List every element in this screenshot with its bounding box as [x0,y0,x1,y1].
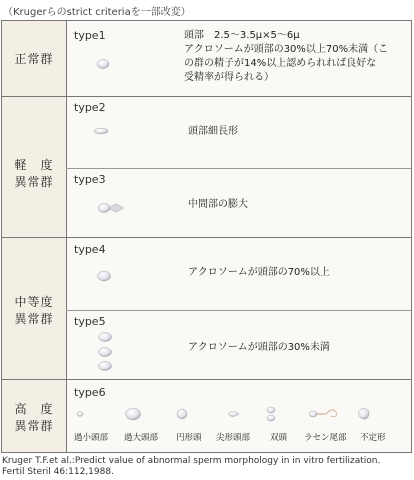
type5-label: type5 [74,315,106,328]
sperm-tapered-head-icon [228,412,260,417]
abnormality-label: 尖形頭部 [216,433,251,443]
type4-description: アクロソームが頭部の70%以上 [188,267,330,278]
abnormality-label: 双頭 [270,433,288,443]
caption: （Krugerらのstrict criteriaを一部改変） [3,7,191,18]
sperm-type2-icon [94,128,163,134]
sperm-type5-icon [99,333,164,371]
abnormality-label: ラセン尾部 [304,433,347,443]
sperm-type4-icon [98,271,164,281]
sperm-type1-icon [97,60,163,69]
type1-label: type1 [74,29,106,42]
sperm-type3-icon [98,204,163,213]
type3-description: 中間部の膨大 [188,199,248,210]
abnormality-label: 過小頭部 [74,433,109,443]
group-moderate-label: 中等度 異常群 [14,295,54,326]
abnormality-label: 過大頭部 [124,433,159,443]
sperm-large-head-icon [126,408,166,420]
type2-label: type2 [74,101,106,114]
sperm-coiled-tail-icon [309,410,336,417]
group-normal-label: 正常群 [14,52,54,66]
citation: Kruger T.F.et al.:Predict value of abnormal sperm morphology in in vitro fertilization. Fertil Steril 46:112,1988. [2,456,381,477]
abnormality-label: 円形頭 [176,433,202,443]
group-mild-label: 軽 度 異常群 [14,158,54,189]
abnormality-label: 不定形 [360,433,386,443]
type5-description: アクロソームが頭部の30%未満 [188,342,330,353]
group-severe-label: 高 度 異常群 [14,402,54,433]
type6-label: type6 [74,386,106,399]
type4-label: type4 [74,243,106,256]
sperm-double-head-icon [267,407,292,421]
sperm-round-head-icon [177,409,210,419]
sperm-small-head-icon [77,412,110,417]
sperm-amorphous-head-icon [358,408,390,419]
type1-description: 頭部 2.5〜3.5μ×5〜6μ アクロソームが頭部の30%以上70%未満（こ の群の精子が14%以上認められれば良好な 受精率が得られる） [184,30,389,83]
type2-description: 頭部細長形 [188,126,238,137]
type3-label: type3 [74,173,106,186]
